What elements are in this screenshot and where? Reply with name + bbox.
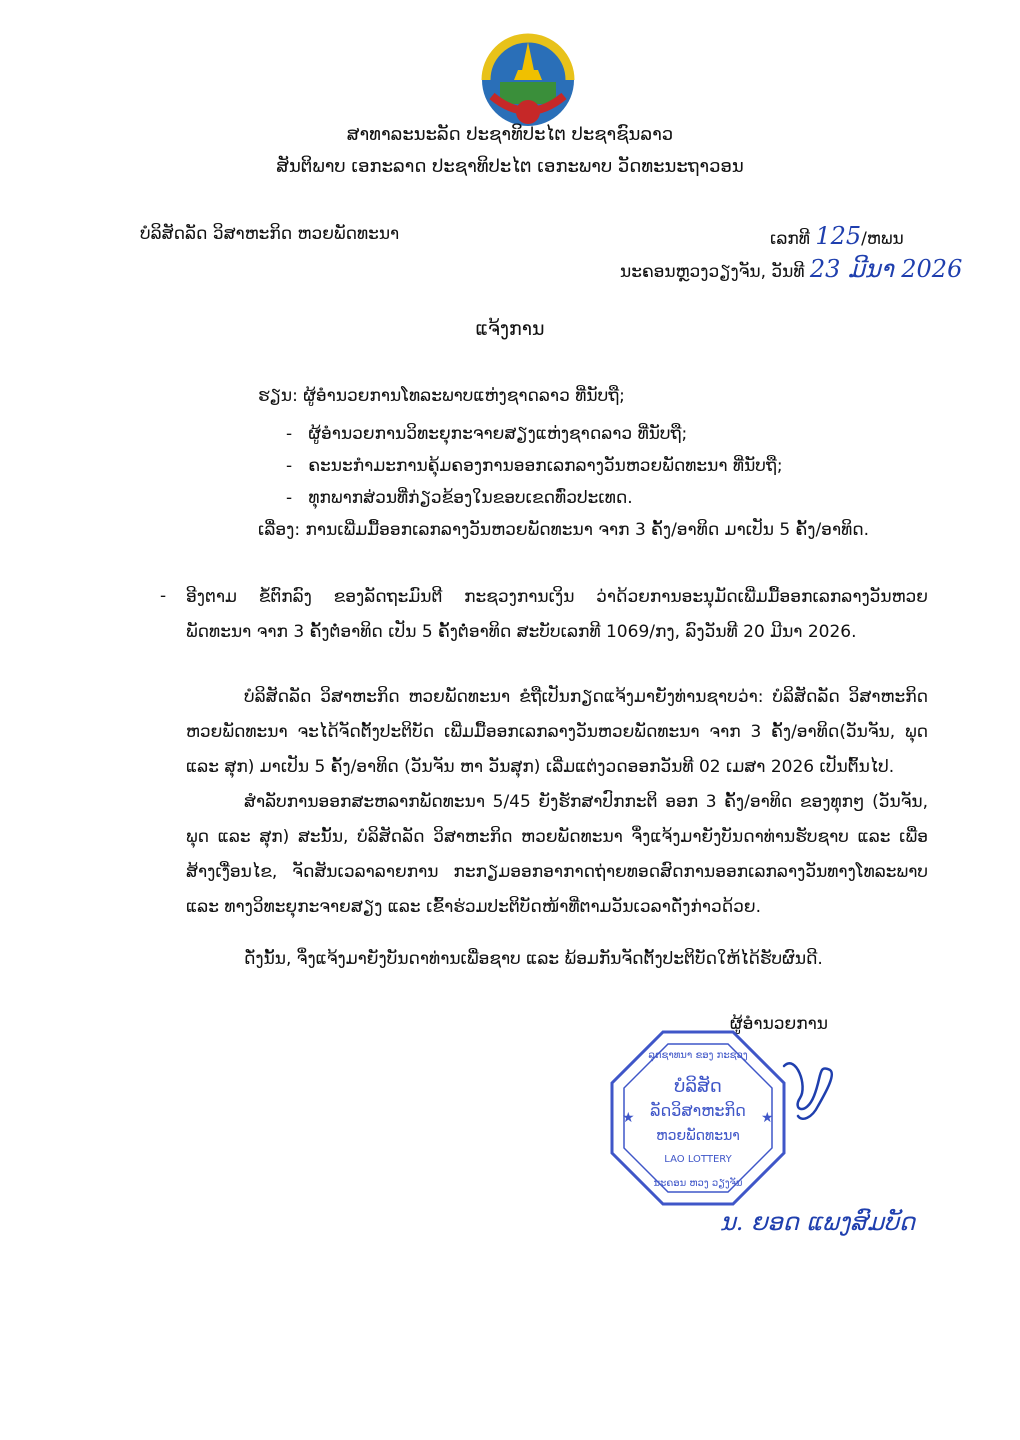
stamp-line-3: ຫວຍພັດທະນາ (656, 1128, 740, 1144)
stamp-en-text: LAO LOTTERY (664, 1154, 732, 1165)
recipient-item: ທຸກພາກສ່ວນທີ່ກ່ຽວຂ້ອງໃນຂອບເຂດທົ່ວປະເທດ. (308, 488, 633, 508)
stamp-bottom-text: ນະຄອນ ຫວງ ວຽງຈັນ (653, 1178, 743, 1189)
date-handwritten: 23 ມີນາ 2026 (809, 255, 963, 283)
reference-paragraph: ອີງຕາມ ຂໍ້ຕົກລົງ ຂອງລັດຖະມົນຕີ ກະຊວງການເງິນ ວ່າດ້ວຍການອະນຸມັດເພີ່ມມື້ອອກເລກລາງວັນຫວຍ ພັດທະນາ ຈາກ 3 ຄັ້ງຕໍ່ອາທິດ ເປັນ 5 ຄັ້ງຕໍ່ອາທິດ ສະບັບເລກທີ 1069/ກງ, ລົງວັນທີ 20 ມີນາ 2026. (186, 587, 928, 642)
org-name: ບໍລິສັດລັດ ວິສາຫະກິດ ຫວຍພັດທະນາ (140, 224, 400, 244)
bullet-dash: - (286, 424, 293, 444)
issue-date (620, 255, 962, 283)
recipient-line-3 (286, 456, 783, 476)
recipient-line-4 (286, 488, 633, 508)
bullet-dash: - (286, 456, 293, 476)
body-paragraph-1: ບໍລິສັດລັດ ວິສາຫະກິດ ຫວຍພັດທະນາ ຂໍຖືເປັນກຽດແຈ້ງມາຍັງທ່ານຊາບວ່າ: ບໍລິສັດລັດ ວິສາຫະກິດ ຫວຍພັດທະນາ ຈະໄດ້ຈັດຕັ້ງປະຕິບັດ ເພີ່ມມື້ອອກເລກລາງວັນຫວຍພັດທະນາ ຈາກ 3 ຄັ້ງ/ອາທິດ(ວັນຈັນ, ພຸດ ແລະ ສຸກ) ມາເປັນ 5 ຄັ້ງ/ອາທິດ (ວັນຈັນ ຫາ ວັນສຸກ) ເລີ່ມແຕ່ງວດອອກວັນທີ 02 ເມສາ 2026 ເປັນຕົ້ນໄປ. (186, 687, 928, 777)
ref-number-handwritten: 125 (815, 222, 862, 250)
country-name: ສາທາລະນະລັດ ປະຊາທິປະໄຕ ປະຊາຊົນລາວ (346, 124, 674, 145)
document-title: ແຈ້ງການ (475, 318, 545, 340)
subject-text: ການເພີ່ມມື້ອອກເລກລາງວັນຫວຍພັດທະນາ ຈາກ 3 ຄັ້ງ/ອາທິດ ມາເປັນ 5 ຄັ້ງ/ອາທິດ. (305, 520, 870, 540)
signatory-name: ນ. ຍອດ ແພງສົມບັດ (720, 1208, 916, 1236)
closing-paragraph: ດັ່ງນັ້ນ, ຈຶ່ງແຈ້ງມາຍັງບັນດາທ່ານເພື່ອຊາບ ແລະ ພ້ອມກັນຈັດຕັ້ງປະຕິບັດໃຫ້ໄດ້ຮັບຜົນດີ. (244, 949, 823, 969)
stamp-top-text: ລຸດຊາທນາ ຂອງ ກະຊວງ (648, 1050, 748, 1061)
ref-label: ເລກທີ (770, 229, 810, 249)
signatory-position: ຜູ້ອຳນວຍການ (730, 1014, 828, 1034)
subject-line (258, 520, 869, 540)
national-motto: ສັນຕິພາບ ເອກະລາດ ປະຊາທິປະໄຕ ເອກະພາບ ວັດທະນະຖາວອນ (276, 156, 744, 177)
star-icon: ★ (761, 1110, 774, 1126)
stamp-line-1: ບໍລິສັດ (674, 1076, 722, 1097)
national-emblem (478, 30, 578, 130)
recipient-line-2 (286, 424, 687, 444)
handwritten-signature (778, 1046, 838, 1126)
recipient-item: ຜູ້ອຳນວຍການໂທລະພາບແຫ່ງຊາດລາວ ທີ່ນັບຖື; (303, 386, 625, 406)
recipients-label: ຮຽນ: (258, 386, 298, 406)
official-stamp (608, 1028, 788, 1208)
recipient-item: ຜູ້ອຳນວຍການວິທະຍຸກະຈາຍສຽງແຫ່ງຊາດລາວ ທີ່ນັບຖື; (308, 424, 688, 444)
bullet-dash: - (286, 488, 293, 508)
date-prefix: ນະຄອນຫຼວງວຽງຈັນ, ວັນທີ (620, 262, 805, 282)
ref-suffix: /ຫພນ (861, 229, 904, 249)
recipient-line-1 (258, 386, 625, 406)
subject-label: ເລື່ອງ: (258, 520, 301, 540)
star-icon: ★ (622, 1110, 635, 1126)
reference-dash: - (160, 586, 167, 606)
body-paragraph-2: ສຳລັບການອອກສະຫລາກພັດທະນາ 5/45 ຍັງຮັກສາປົກກະຕິ ອອກ 3 ຄັ້ງ/ອາທິດ ຂອງທຸກໆ (ວັນຈັນ, ພຸດ ແລະ ສຸກ) ສະນັ້ນ, ບໍລິສັດລັດ ວິສາຫະກິດ ຫວຍພັດທະນາ ຈຶ່ງແຈ້ງມາຍັງບັນດາທ່ານຮັບຊາບ ແລະ ເພື່ອສ້າງເງື່ອນໄຂ, ຈັດສັນເວລາລາຍການ ກະກຽມອອກອາກາດຖ່າຍທອດສົດການອອກເລກລາງວັນທາງໂທລະພາບ ແລະ ທາງວິທະຍຸກະຈາຍສຽງ ແລະ ເຂົ້າຮ່ວມປະຕິບັດໜ້າທີ່ຕາມວັນເວລາດັ່ງກ່າວດ້ວຍ. (186, 792, 928, 917)
ref-number (770, 222, 904, 250)
recipient-item: ຄະນະກຳມະການຄຸ້ມຄອງການອອກເລກລາງວັນຫວຍພັດທະນາ ທີ່ນັບຖື; (308, 456, 783, 476)
stamp-line-2: ລັດວິສາຫະກິດ (650, 1101, 746, 1120)
